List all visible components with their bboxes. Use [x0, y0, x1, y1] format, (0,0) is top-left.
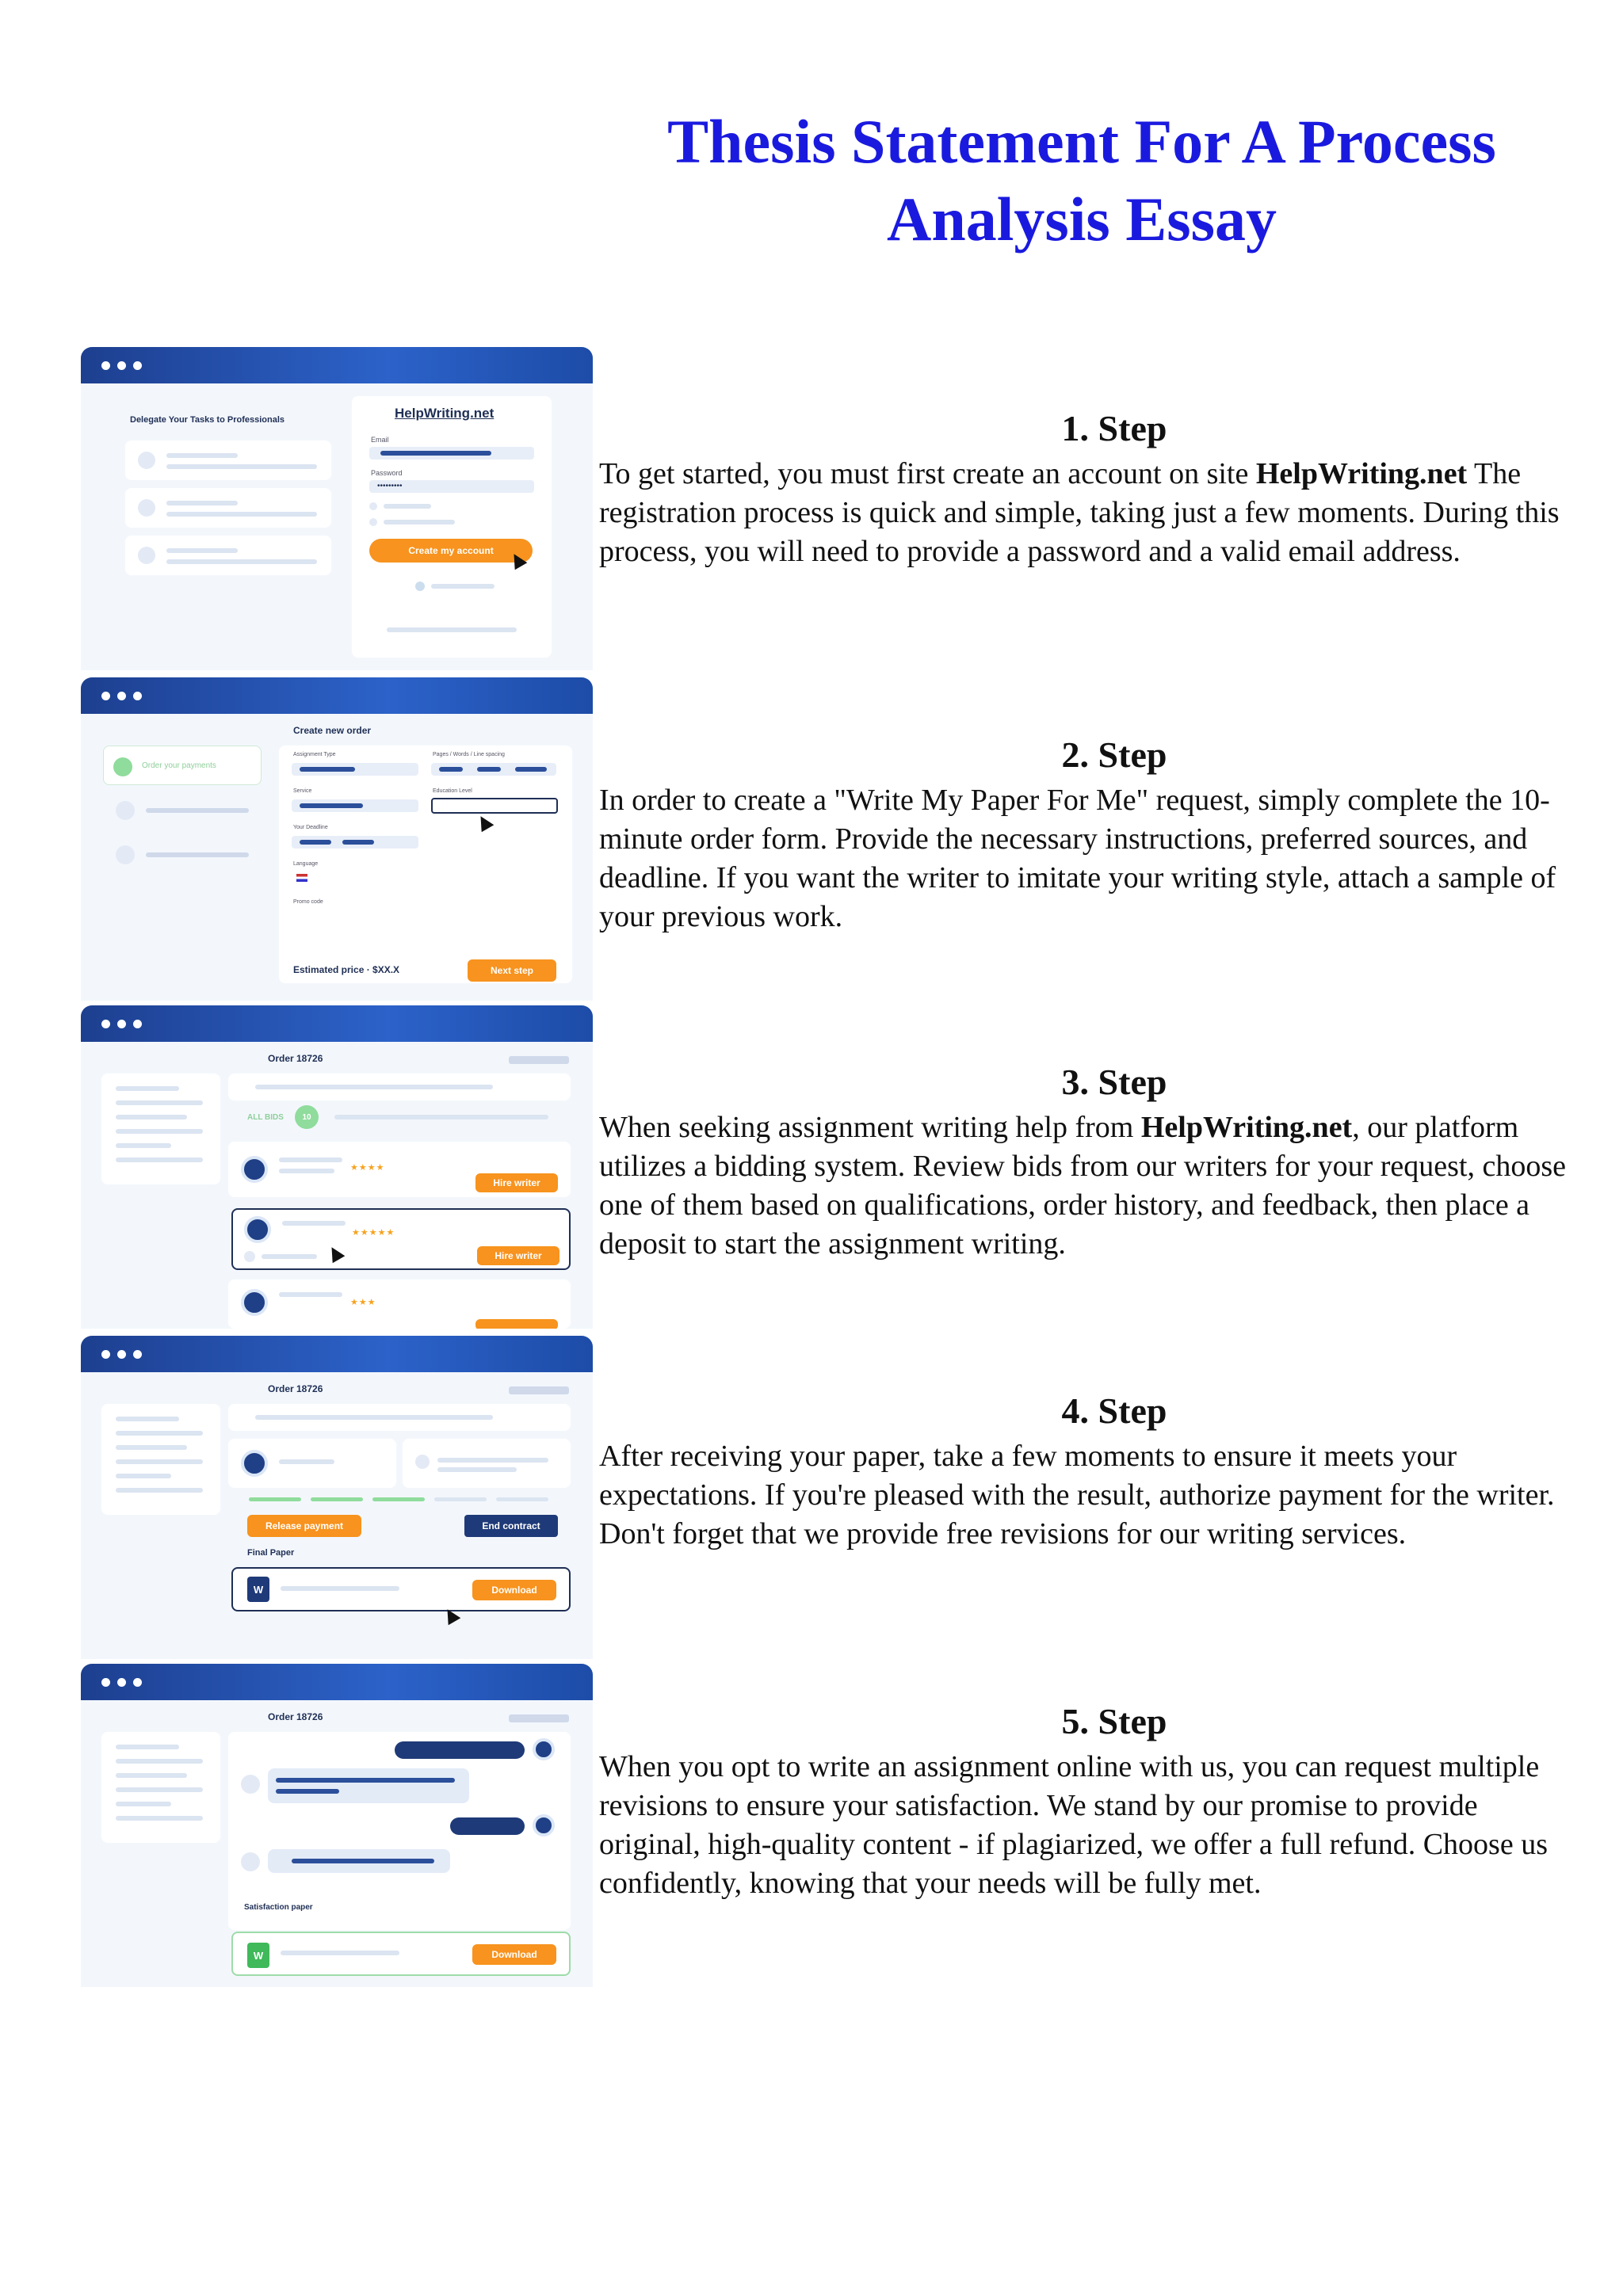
step-body: To get started, you must first create an account on site HelpWriting.net The registration process is quick and simple, taking just a few moments. During this process, you will need to provide a password and a valid email address. [599, 457, 1560, 568]
step-heading: 1. Step [1061, 408, 1167, 448]
order-number: Order 18726 [268, 1053, 323, 1064]
bid-card-selected[interactable] [231, 1208, 571, 1270]
user-avatar [533, 1814, 555, 1836]
signup-form [352, 396, 552, 658]
bid-card [228, 1142, 571, 1197]
password-input[interactable]: ••••••••• [369, 480, 534, 493]
step-3 [599, 1059, 1582, 1264]
step-body: In order to create a "Write My Paper For Me" request, simply complete the 10-minute order form. Provide the necessary instructions, preferred sources, and deadline. If you want the writer to imitate your writing style, attach a sample of your previous work. [599, 784, 1556, 933]
window-controls [81, 677, 593, 714]
hire-writer-button[interactable]: Hire writer [477, 1246, 559, 1265]
window-controls [81, 347, 593, 383]
step-5 [599, 1699, 1582, 1903]
helpwriting-logo: HelpWriting.net [395, 406, 495, 421]
chat-message [395, 1741, 525, 1759]
password-label: Password [371, 469, 403, 477]
user-avatar [533, 1738, 555, 1760]
step-body: When you opt to write an assignment online with us, you can request multiple revisions to ensure your satisfaction. We stand by our promise to provide original, high-quality content - if plagiarized, we offer a full refund. Choose us confidently, knowing that your needs will be fully met. [599, 1750, 1548, 1900]
satisfaction-paper-label: Satisfaction paper [244, 1903, 313, 1912]
step-4-screenshot [81, 1336, 593, 1659]
service-select[interactable] [292, 799, 418, 812]
satisfaction-paper-file [231, 1932, 571, 1976]
rating-stars: ★★★★ [350, 1162, 385, 1173]
deadline-input[interactable] [292, 836, 418, 849]
word-document-icon: W [247, 1577, 269, 1602]
writer-avatar [241, 1450, 268, 1477]
page-title: Thesis Statement For A Process Analysis Essay [667, 107, 1496, 254]
education-level-select[interactable] [431, 798, 558, 814]
step-1 [599, 406, 1582, 571]
hire-writer-button[interactable]: Hire writer [475, 1173, 558, 1192]
pages-input[interactable] [431, 763, 556, 776]
writer-avatar [241, 1156, 268, 1183]
estimated-price: Estimated price · $XX.X [293, 964, 400, 975]
download-button[interactable]: Download [472, 1944, 556, 1965]
window-controls [81, 1336, 593, 1372]
step-2-screenshot: Order your payments Create new order Assignment Type Pages / Words / Line spacing Service Education Level Your Deadline Language Promo code Estimated price · $XX.X Next step [81, 677, 593, 1001]
window-controls [81, 1664, 593, 1700]
step-4 [599, 1388, 1582, 1554]
create-account-button[interactable]: Create my account [369, 539, 533, 563]
email-input[interactable] [369, 447, 534, 460]
brand-name: HelpWriting.net [1140, 1111, 1353, 1144]
hire-writer-button[interactable] [475, 1319, 558, 1329]
cursor-icon [475, 813, 495, 833]
release-payment-button[interactable]: Release payment [247, 1515, 361, 1537]
assignment-type-select[interactable] [292, 763, 418, 776]
step-body: When seeking assignment writing help from HelpWriting.net, our platform utilizes a bidding system. Review bids from our writers for your request, choose one of them based on qualifications, order history, and feedback, then place a deposit to start the assignment writing. [599, 1111, 1566, 1261]
step-heading: 5. Step [1061, 1701, 1167, 1741]
rating-stars: ★★★★★ [352, 1227, 395, 1238]
step-heading: 2. Step [1061, 734, 1167, 775]
flag-icon [296, 874, 307, 882]
writer-avatar [244, 1216, 271, 1243]
document-icon: W [247, 1943, 269, 1968]
final-paper-label: Final Paper [247, 1548, 295, 1558]
step-3-screenshot [81, 1005, 593, 1329]
step-5-screenshot [81, 1664, 593, 1987]
google-icon [415, 582, 425, 591]
final-paper-file [231, 1567, 571, 1611]
chat-message [450, 1817, 525, 1835]
next-step-button[interactable]: Next step [468, 959, 556, 982]
all-bids-label: ALL BIDS [247, 1113, 284, 1122]
step-1-screenshot [81, 347, 593, 670]
order-form: Assignment Type Pages / Words / Line spacing Service Education Level Your Deadline Language Promo code Estimated price · $XX.X Next step [279, 746, 572, 983]
bids-count-badge: 10 [295, 1105, 319, 1129]
download-button[interactable]: Download [472, 1580, 556, 1600]
order-form-heading: Create new order [293, 725, 372, 736]
step-2 [599, 732, 1582, 936]
brand-name: HelpWriting.net [1255, 457, 1468, 490]
step-body: After receiving your paper, take a few moments to ensure it meets your expectations. If you're pleased with the result, authorize payment for the writer. Don't forget that we provide free revisions for our writing services. [599, 1440, 1555, 1550]
cursor-icon [326, 1244, 346, 1264]
writer-avatar [241, 1289, 268, 1316]
rating-stars: ★★★ [350, 1297, 376, 1307]
end-contract-button[interactable]: End contract [464, 1515, 558, 1537]
step-heading: 4. Step [1061, 1390, 1167, 1431]
window-controls [81, 1005, 593, 1042]
step-heading: 3. Step [1061, 1062, 1167, 1102]
chat-area [228, 1732, 571, 1930]
panel-left-title: Delegate Your Tasks to Professionals [130, 415, 285, 425]
order-number: Order 18726 [268, 1383, 323, 1394]
email-label: Email [371, 436, 389, 444]
order-number: Order 18726 [268, 1711, 323, 1722]
